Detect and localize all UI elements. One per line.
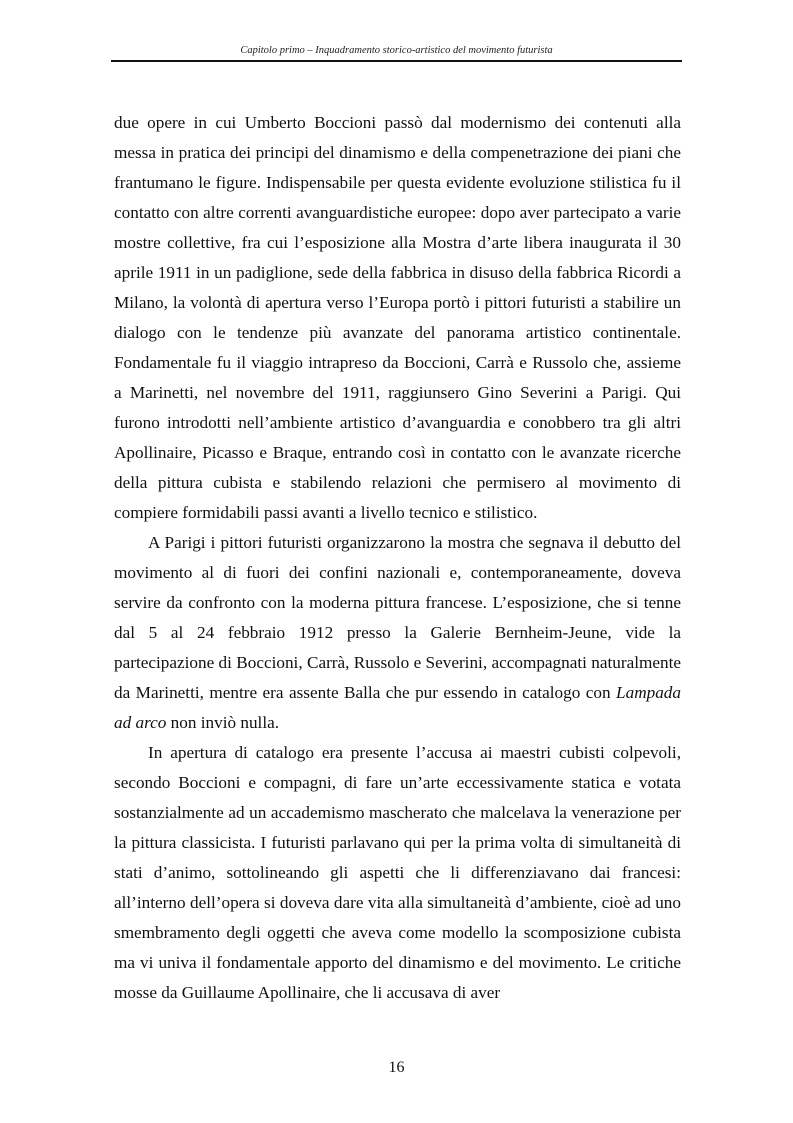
paragraph-3: In apertura di catalogo era presente l’accusa ai maestri cubisti colpevoli, secondo Boccioni e compagni, di fare un’arte eccessivamente statica e votata sostanzialmente ad un accademismo mascherato che malcelava la venerazione per la pittura classicista. I futuristi parlavano qui per la prima volta di simultaneità di stati d’animo, sottolineando gli aspetti che li differenziavano dai francesi: all’interno dell’opera si doveva dare vita alla simultaneità d’ambiente, cioè ad uno smembramento degli oggetti che aveva come modello la scomposizione cubista ma vi univa il fondamentale apporto del dinamismo e del movimento. Le critiche mosse da Guillaume Apollinaire, che li accusava di aver bbox=[114, 743, 681, 1002]
paragraph-2 bbox=[114, 528, 681, 738]
paragraph-1: due opere in cui Umberto Boccioni passò dal modernismo dei contenuti alla messa in pratica dei principi del dinamismo e della compenetrazione dei piani che frantumano le figure. Indispensabile per questa evidente evoluzione stilistica fu il contatto con altre correnti avanguardistiche europee: dopo aver partecipato a varie mostre collettive, fra cui l’esposizione alla Mostra d’arte libera inaugurata il 30 aprile 1911 in un padiglione, sede della fabbrica in disuso della fabbrica Ricordi a Milano, la volontà di apertura verso l’Europa portò i pittori futuristi a stabilire un dialogo con le tendenze più avanzate del panorama artistico continentale. Fondamentale fu il viaggio intrapreso da Boccioni, Carrà e Russolo che, assieme a Marinetti, nel novembre del 1911, raggiunsero Gino Severini a Parigi. Qui furono introdotti nell’ambiente artistico d’avanguardia e conobbero tra gli altri Apollinaire, Picasso e Braque, entrando così in contatto con le avanzate ricerche della pittura cubista e stabilendo relazioni che permisero al movimento di compiere formidabili passi avanti a livello tecnico e stilistico. bbox=[114, 113, 681, 522]
paragraph-2-before: A Parigi i pittori futuristi organizzarono la mostra che segnava il debutto del movimento al di fuori dei confini nazionali e, contemporaneamente, doveva servire da confronto con la moderna pittura francese. L’esposizione, che si tenne dal 5 al 24 febbraio 1912 presso la Galerie Bernheim-Jeune, vide la partecipazione di Boccioni, Carrà, Russolo e Severini, accompagnati naturalmente da Marinetti, mentre era assente Balla che pur essendo in catalogo con bbox=[114, 533, 681, 702]
paragraph-2-after: non inviò nulla. bbox=[166, 713, 280, 732]
page-number: 16 bbox=[388, 1059, 405, 1076]
artwork-title: Lampada ad arco bbox=[114, 683, 681, 732]
header-rule bbox=[111, 60, 682, 62]
running-header: Capitolo primo – Inquadramento storico-artistico del movimento futurista bbox=[240, 45, 553, 56]
body-text bbox=[114, 108, 681, 1008]
